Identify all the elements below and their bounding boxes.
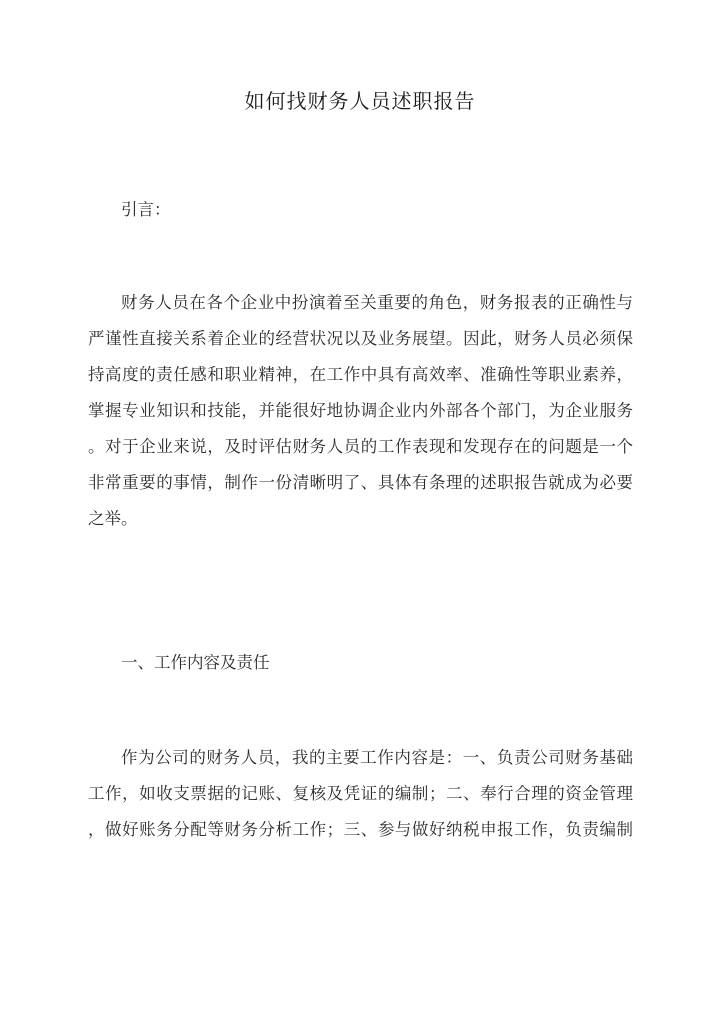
paragraph-1-line-4: 掌握专业知识和技能，并能很好地协调企业内外部各个部门，为企业服务: [88, 401, 633, 420]
section-1-heading-block: [88, 645, 633, 681]
paragraph-2: [88, 740, 633, 848]
intro-label: 引言：: [121, 200, 171, 219]
paragraph-1-line-3: 持高度的责任感和职业精神，在工作中具有高效率、准确性等职业素养，: [88, 365, 633, 384]
paragraph-2-line-3: ，做好账务分配等财务分析工作；三、参与做好纳税申报工作，负责编制: [88, 820, 633, 839]
paragraph-1-line-6: 非常重要的事情，制作一份清晰明了、具体有条理的述职报告就成为必要: [88, 473, 633, 492]
section-1-heading: 一、工作内容及责任: [121, 653, 270, 672]
paragraph-1-line-5: 。对于企业来说，及时评估财务人员的工作表现和发现存在的问题是一个: [88, 437, 633, 456]
intro-block: [88, 192, 633, 228]
paragraph-2-line-2: 工作，如收支票据的记账、复核及凭证的编制；二、奉行合理的资金管理: [88, 784, 633, 803]
paragraph-1-line-2: 严谨性直接关系着企业的经营状况以及业务展望。因此，财务人员必须保: [88, 329, 633, 348]
document-title: 如何找财务人员述职报告: [244, 89, 476, 113]
paragraph-1-line-1: 财务人员在各个企业中扮演着至关重要的角色，财务报表的正确性与: [121, 293, 633, 312]
paragraph-1: [88, 285, 633, 537]
paragraph-1-line-7: 之举。: [88, 509, 138, 528]
paragraph-2-line-1: 作为公司的财务人员，我的主要工作内容是：一、负责公司财务基础: [121, 748, 633, 767]
